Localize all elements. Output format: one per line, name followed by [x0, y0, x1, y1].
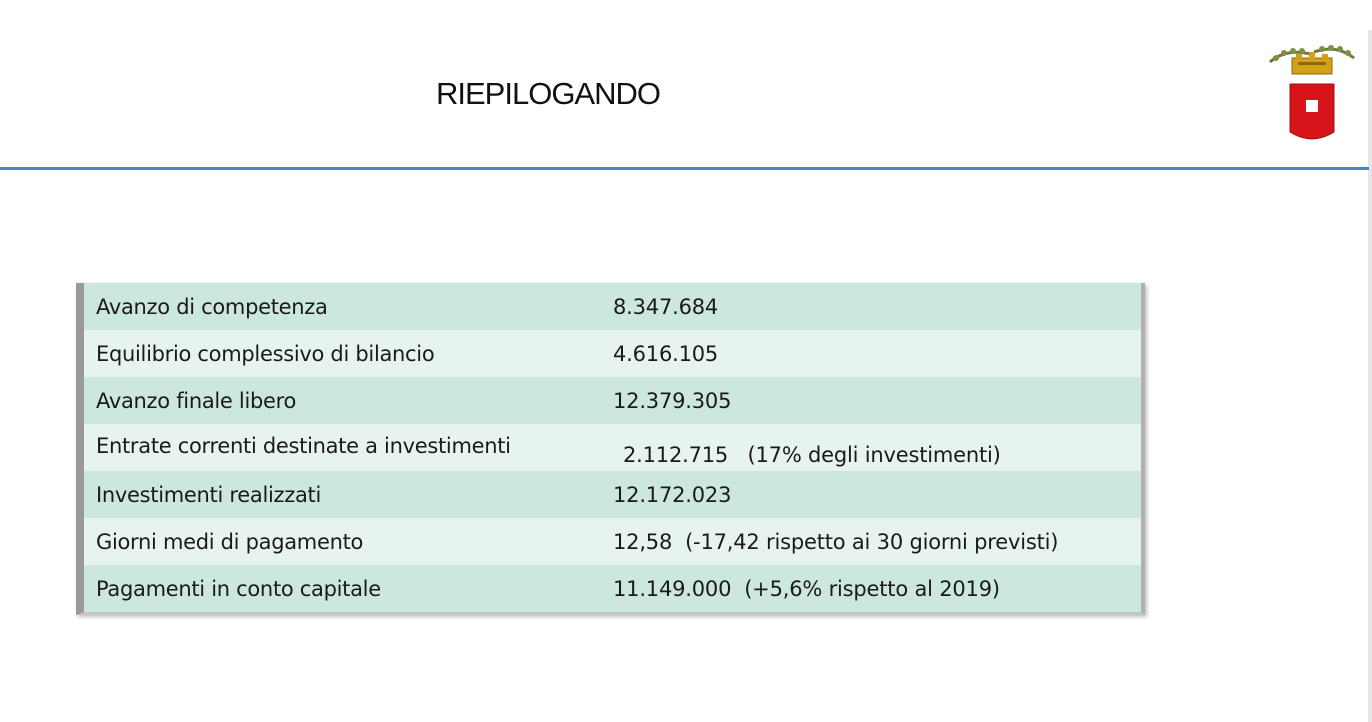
summary-table	[76, 283, 1145, 615]
row-value: 12.172.023	[613, 482, 732, 507]
row-value: 12.379.305	[613, 388, 732, 413]
municipal-coat-of-arms-icon	[1266, 40, 1358, 152]
table-row	[84, 565, 1141, 612]
table-row	[84, 518, 1141, 565]
row-value: 4.616.105	[613, 341, 719, 366]
row-label: Pagamenti in conto capitale	[96, 576, 381, 601]
row-value: 8.347.684	[613, 294, 719, 319]
table-row	[84, 471, 1141, 518]
row-label: Investimenti realizzati	[96, 482, 322, 507]
row-label: Avanzo di competenza	[96, 294, 328, 319]
row-label: Equilibrio complessivo di bilancio	[96, 341, 435, 366]
table-row	[84, 377, 1141, 424]
slide-edge	[1368, 30, 1372, 722]
row-value: 11.149.000 (+5,6% rispetto al 2019)	[613, 576, 1000, 601]
row-value: 2.112.715 (17% degli investimenti)	[623, 442, 1001, 467]
row-value: 12,58 (-17,42 rispetto ai 30 giorni previsti)	[613, 529, 1059, 554]
row-label: Avanzo finale libero	[96, 388, 297, 413]
row-label: Giorni medi di pagamento	[96, 529, 364, 554]
table-row	[84, 330, 1141, 377]
row-label: Entrate correnti destinate a investimenti	[96, 433, 511, 458]
table-row	[84, 283, 1141, 330]
header-divider	[0, 167, 1369, 170]
slide-title: RIEPILOGANDO	[436, 76, 660, 111]
table-row	[84, 424, 1141, 471]
